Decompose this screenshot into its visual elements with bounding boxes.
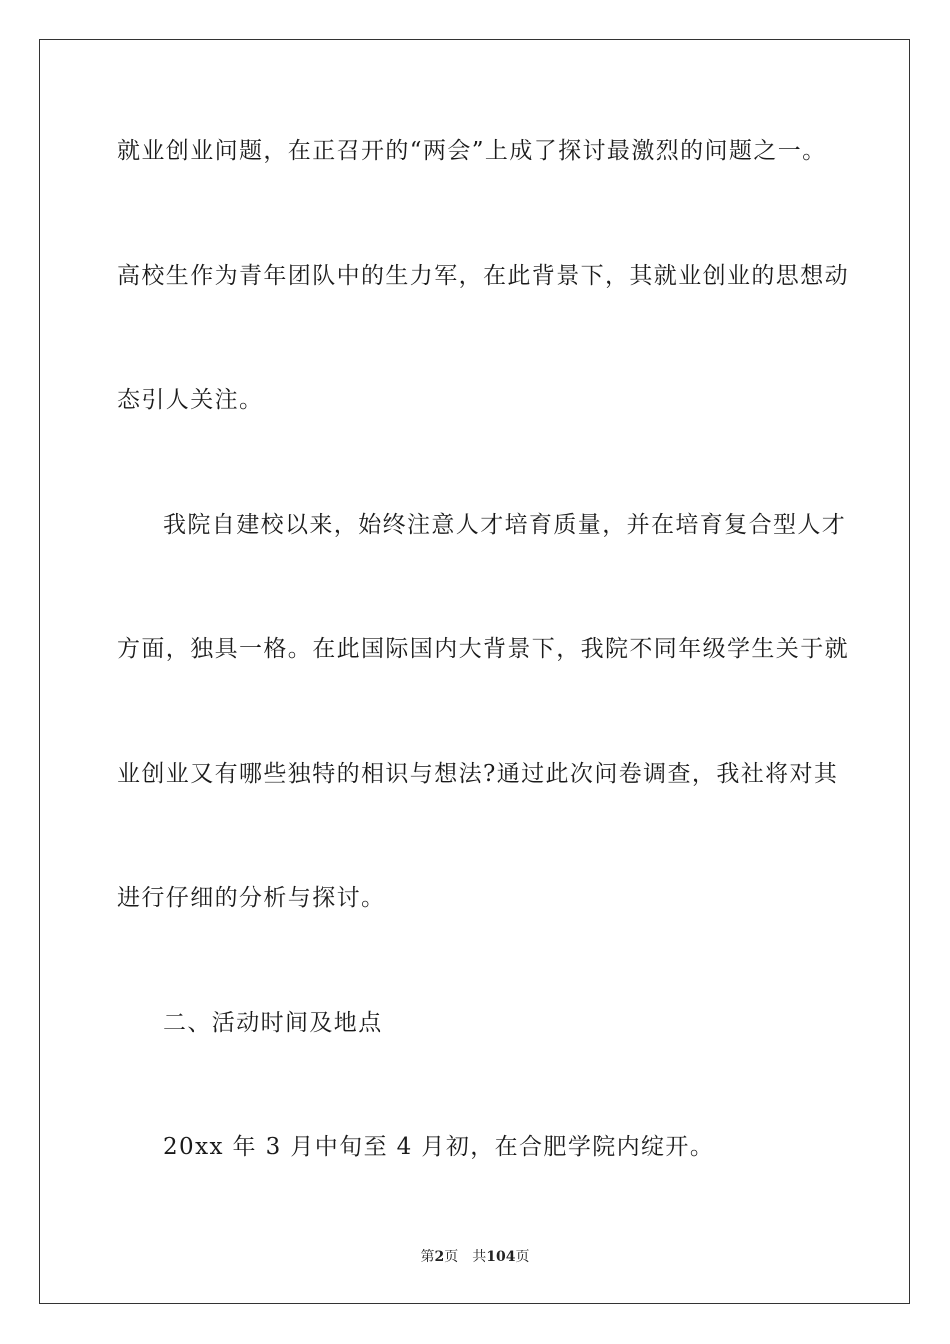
page-footer <box>0 1248 950 1266</box>
page-border <box>39 39 910 1304</box>
total-prefix: 共 <box>472 1249 487 1265</box>
total-suffix: 页 <box>515 1249 530 1265</box>
page-number: 2 <box>434 1249 445 1265</box>
text-line-3: 态引人关注。 <box>117 387 264 413</box>
text-line-5: 方面，独具一格。在此国际国内大背景下，我院不同年级学生关于就 <box>117 636 849 662</box>
text-line-4: 我院自建校以来，始终注意人才培育质量，并在培育复合型人才 <box>163 512 847 538</box>
text-line-9: 20xx 年 3 月中旬至 4 月初，在合肥学院内绽开。 <box>163 1134 715 1160</box>
page-suffix: 页 <box>444 1249 459 1265</box>
page-prefix: 第 <box>420 1249 435 1265</box>
section-heading: 二、活动时间及地点 <box>163 1010 383 1036</box>
text-line-7: 进行仔细的分析与探讨。 <box>117 885 386 911</box>
text-line-2: 高校生作为青年团队中的生力军，在此背景下，其就业创业的思想动 <box>117 263 849 289</box>
text-line-6: 业创业又有哪些独特的相识与想法?通过此次问卷调查，我社将对其 <box>117 761 839 787</box>
total-pages: 104 <box>486 1249 516 1265</box>
text-line-1: 就业创业问题，在正召开的“两会”上成了探讨最激烈的问题之一。 <box>117 138 827 164</box>
